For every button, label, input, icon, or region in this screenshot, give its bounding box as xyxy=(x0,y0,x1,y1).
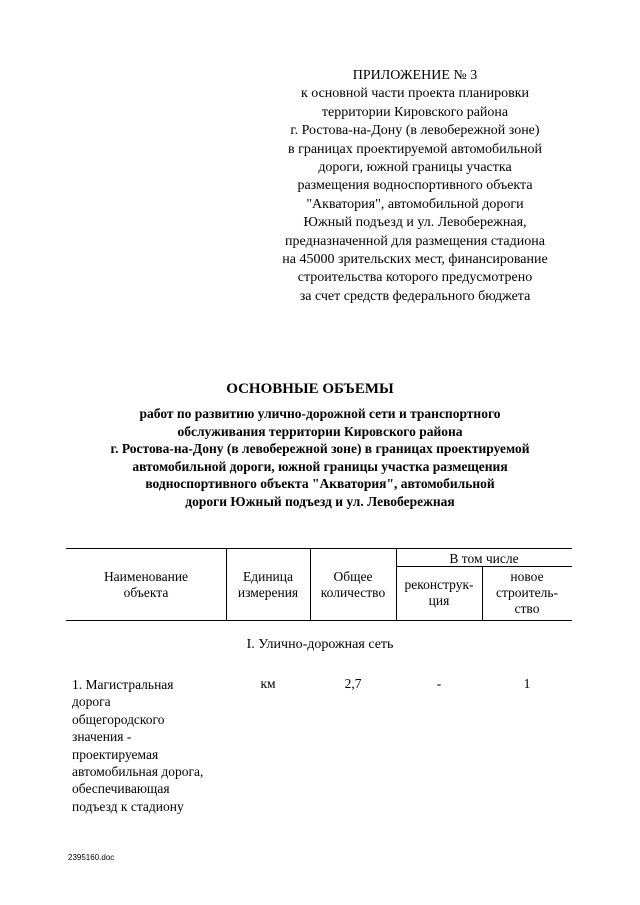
subtitle-line: автомобильной дороги, южной границы участка размещения xyxy=(132,458,508,474)
subtitle-line: г. Ростова-на-Дону (в левобережной зоне) в границах проектируемой xyxy=(110,441,530,457)
document-title: ОСНОВНЫЕ ОБЪЕМЫ xyxy=(226,381,394,397)
header-reconstruction xyxy=(396,577,482,609)
table-top-border xyxy=(66,548,572,549)
row-name-line: проектируемая xyxy=(72,746,159,762)
appendix-line: "Акватория", автомобильной дороги xyxy=(306,196,524,212)
header-new-construction-line: ство xyxy=(514,601,540,616)
header-bottom-border xyxy=(66,620,572,621)
subtitle-line: обслуживания территории Кировского района xyxy=(177,423,463,439)
row-name-line: автомобильная дорога, xyxy=(72,764,204,780)
subtitle-line: работ по развитию улично-дорожной сети и транспортного xyxy=(139,406,501,421)
row-name-line: обеспечивающая xyxy=(72,781,170,797)
header-unit-line: измерения xyxy=(237,585,299,600)
header-unit-line: Единица xyxy=(242,569,293,584)
header-name-line: объекта xyxy=(123,585,169,600)
header-reconstruction-line: реконструк- xyxy=(404,577,474,592)
subtitle-line: водноспортивного объекта "Акватория", автомобильной xyxy=(145,476,495,492)
row-name-line: значения - xyxy=(72,729,132,745)
appendix-line: территории Кировского района xyxy=(321,104,509,120)
header-total-line: количество xyxy=(320,585,386,600)
header-new-construction-line: строитель- xyxy=(495,585,559,600)
row-name-line: дорога xyxy=(72,694,111,710)
header-including: В том числе xyxy=(449,551,519,566)
appendix-line: за счет средств федерального бюджета xyxy=(299,288,531,304)
header-total xyxy=(310,569,396,601)
appendix-line: в границах проектируемой автомобильной xyxy=(287,141,543,157)
row-name-line: 1. Магистральная xyxy=(72,677,174,692)
header-total-line: Общее xyxy=(333,569,373,584)
appendix-line: Южный подъезд и ул. Левобережная, xyxy=(303,215,527,231)
row-new-construction: 1 xyxy=(523,676,531,691)
appendix-line: на 45000 зрительских мест, финансирование xyxy=(282,252,548,268)
document-subtitle xyxy=(60,405,580,511)
file-name-footer: 2395160.doc xyxy=(68,853,115,862)
row-name xyxy=(72,676,232,815)
row-total: 2,7 xyxy=(344,676,362,691)
row-name-line: подъезд к стадиону xyxy=(72,798,184,814)
appendix-line: размещения водноспортивного объекта xyxy=(297,178,533,194)
row-unit: км xyxy=(260,676,276,691)
appendix-line: строительства которого предусмотрено xyxy=(297,270,533,286)
subtitle-line: дороги Южный подъезд и ул. Левобережная xyxy=(185,493,455,509)
appendix-line: к основной части проекта планировки xyxy=(300,86,530,102)
header-unit xyxy=(226,569,310,601)
header-name-line: Наименование xyxy=(103,569,189,584)
header-new-construction-line: новое xyxy=(510,569,544,584)
header-reconstruction-line: ция xyxy=(428,593,450,608)
row-name-line: общегородского xyxy=(72,711,165,727)
appendix-heading: ПРИЛОЖЕНИЕ № 3 xyxy=(352,68,478,83)
appendix-line: г. Ростова-на-Дону (в левобережной зоне) xyxy=(290,123,540,139)
header-new-construction xyxy=(482,569,572,617)
row-reconstruction: - xyxy=(436,676,442,691)
appendix-line: предназначенной для размещения стадиона xyxy=(285,233,545,249)
section-title: I. Улично-дорожная сеть xyxy=(246,637,394,652)
appendix-line: дороги, южной границы участка xyxy=(318,160,512,176)
header-name xyxy=(66,569,226,601)
appendix-block xyxy=(250,67,580,306)
